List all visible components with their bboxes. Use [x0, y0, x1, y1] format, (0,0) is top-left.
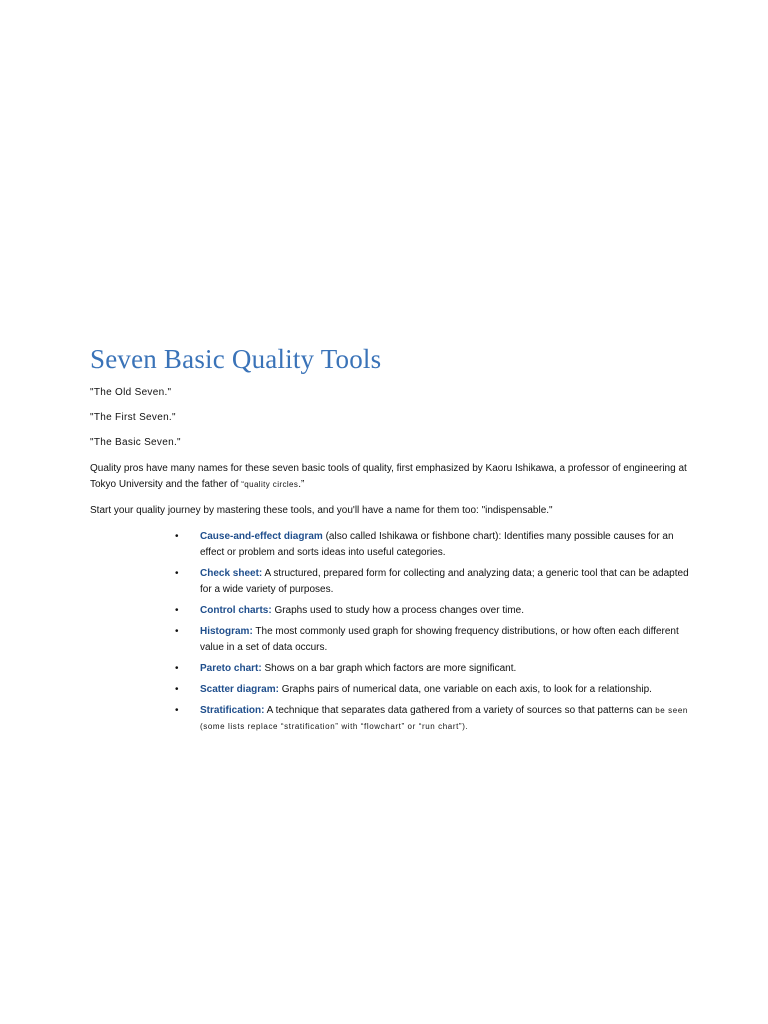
tool-description: Graphs pairs of numerical data, one variable on each axis, to look for a relationship.	[278, 684, 652, 695]
bullet-icon: •	[175, 684, 179, 695]
page-title: Seven Basic Quality Tools	[90, 344, 382, 374]
bullet-icon: •	[175, 605, 179, 616]
bullet-icon: •	[175, 531, 179, 542]
tool-description: A technique that separates data gathered from a variety of sources so that patterns can	[264, 705, 656, 716]
tool-description: A structured, prepared form for collecting and analyzing data; a generic tool that can be adapted for a wide variety of purposes.	[200, 568, 689, 595]
list-item-histogram	[175, 624, 690, 656]
tool-term: Check sheet:	[200, 568, 263, 579]
intro-end: .”	[298, 479, 305, 490]
tool-description: (also called Ishikawa or fishbone chart): Identifies many possible causes for an effect or problem and sorts ideas into useful categories.	[200, 531, 674, 558]
list-item-pareto-chart	[175, 661, 690, 677]
tool-term: Cause-and-effect diagram	[200, 531, 323, 542]
list-item-check-sheet	[175, 566, 690, 598]
quote-old-seven: "The Old Seven."	[90, 387, 172, 398]
document-page	[90, 340, 690, 740]
tool-description: The most commonly used graph for showing frequency distributions, or how often each different value in a set of data occurs.	[200, 626, 679, 653]
intro-paragraph	[90, 461, 690, 493]
tool-term: Stratification:	[200, 705, 265, 716]
list-item-cause-and-effect	[175, 529, 690, 561]
list-item-scatter-diagram	[175, 682, 690, 698]
tools-list	[90, 529, 690, 735]
quality-circles-text: “quality circles	[241, 480, 299, 489]
bullet-icon: •	[175, 663, 179, 674]
tool-term: Histogram:	[200, 626, 253, 637]
tool-description-small: be seen (some lists replace “stratification” with “flowchart” or “run chart”).	[200, 706, 688, 731]
bullet-icon: •	[175, 626, 179, 637]
quote-basic-seven: "The Basic Seven."	[90, 437, 181, 448]
list-item-stratification	[175, 703, 690, 735]
tool-term: Pareto chart:	[200, 663, 262, 674]
tool-description: Graphs used to study how a process changes over time.	[271, 605, 525, 616]
tool-description: Shows on a bar graph which factors are more significant.	[261, 663, 517, 674]
bullet-icon: •	[175, 568, 179, 579]
tool-term: Scatter diagram:	[200, 684, 279, 695]
list-item-control-charts	[175, 603, 690, 619]
bullet-icon: •	[175, 705, 179, 716]
journey-paragraph: Start your quality journey by mastering these tools, and you'll have a name for them too: "indispensable."	[90, 505, 553, 516]
intro-text: Quality pros have many names for these seven basic tools of quality, first emphasized by Kaoru Ishikawa, a professor of engineering at Tokyo University and the father of	[90, 463, 687, 490]
quote-first-seven: "The First Seven."	[90, 412, 176, 423]
tool-term: Control charts:	[200, 605, 272, 616]
